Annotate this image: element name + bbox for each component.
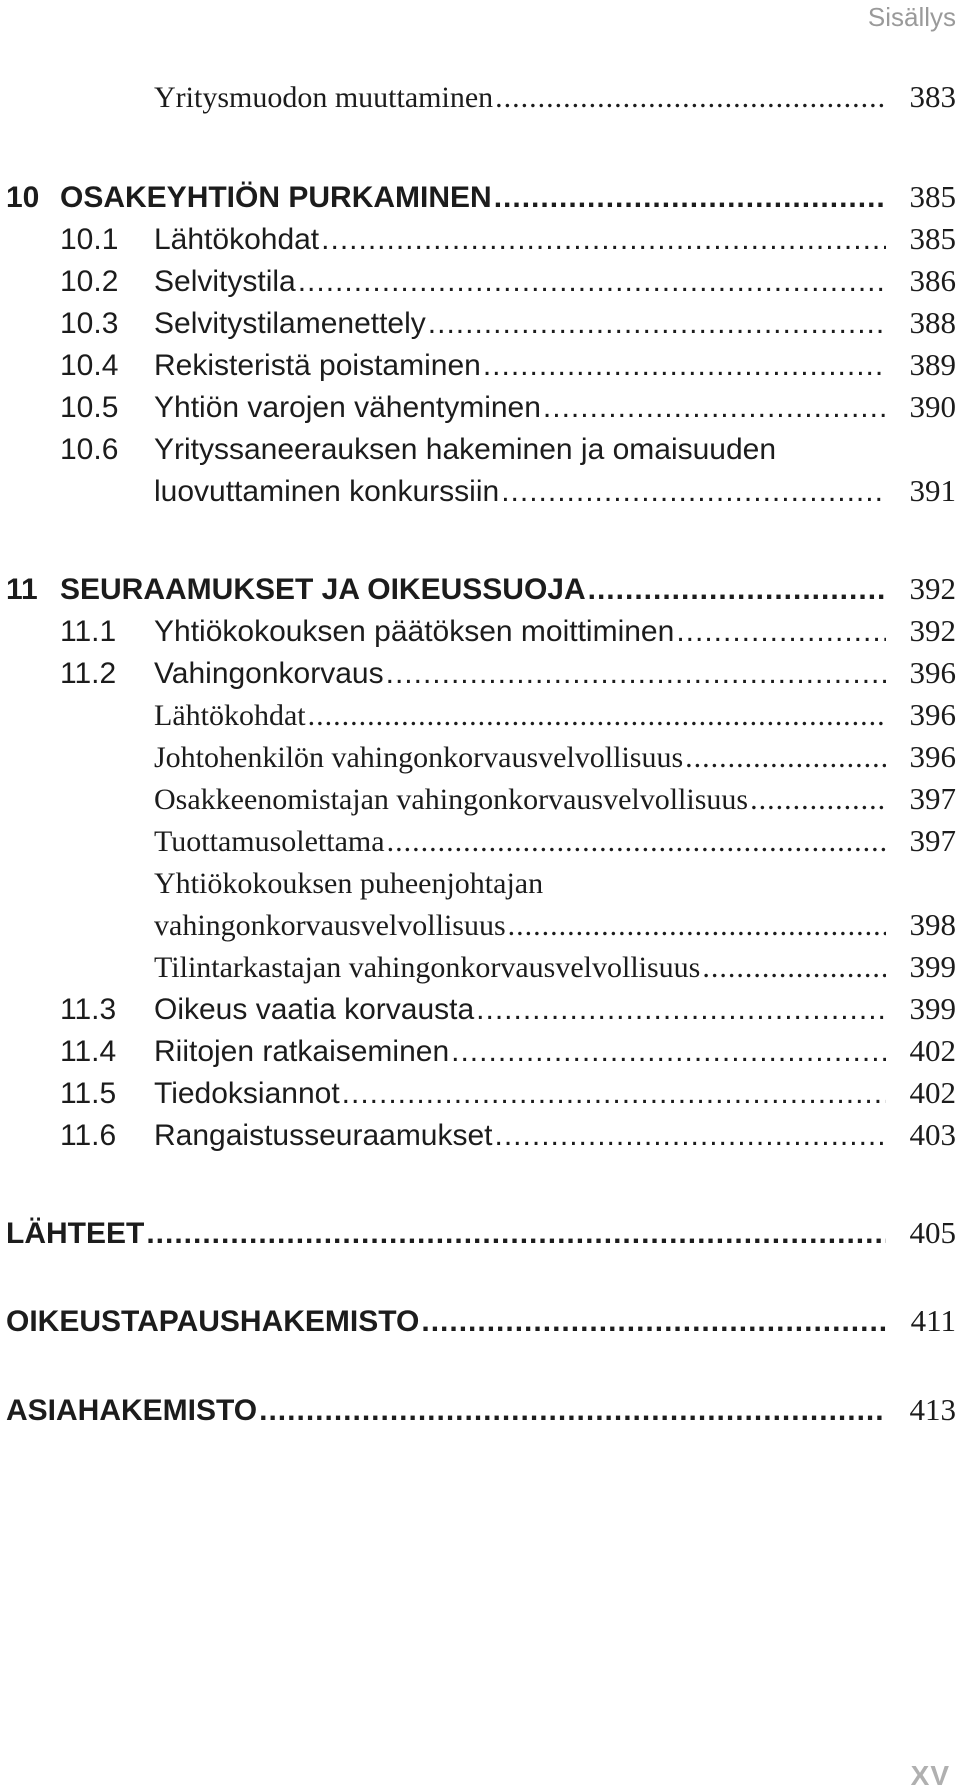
toc-chapter-title: ASIAHAKEMISTO ..... — [6, 1394, 886, 1428]
toc-page-number: 396 — [909, 739, 956, 774]
toc-section-title: Vahingonkorvaus ..... — [154, 657, 886, 691]
toc-section-number: 10.6 — [60, 433, 119, 466]
toc-subsection-title: Osakkeenomistajan vahingonkorvausvelvollisuus ..... — [154, 783, 886, 817]
toc-section-number: 10.1 — [60, 223, 119, 256]
toc-page-number: 385 — [909, 179, 956, 214]
toc-section-title: Oikeus vaatia korvausta ..... — [154, 993, 886, 1027]
toc-chapter-number: 11 — [6, 573, 38, 606]
toc-section-title: Yrityssaneerauksen hakeminen ja omaisuuden — [154, 433, 777, 466]
toc-subsection-continued[interactable] — [0, 909, 960, 949]
toc-subsection[interactable] — [0, 951, 960, 991]
toc-subsection[interactable] — [0, 741, 960, 781]
toc-section-number: 11.5 — [60, 1077, 117, 1110]
toc-section-continued[interactable] — [0, 475, 960, 515]
toc-page-number: 396 — [909, 697, 956, 732]
toc-entry[interactable] — [0, 81, 960, 121]
toc-subsection[interactable] — [0, 783, 960, 823]
toc-section-title: Selvitystilamenettely ..... — [154, 307, 886, 341]
toc-page-number: 386 — [909, 263, 956, 298]
toc-page-number: 390 — [909, 389, 956, 424]
toc-section-title: Tiedoksiannot ..... — [154, 1077, 886, 1111]
toc-section-title: Rangaistusseuraamukset ..... — [154, 1119, 886, 1153]
toc-subsection-title: Tilintarkastajan vahingonkorvausvelvollisuus ..... — [154, 951, 886, 985]
toc-page-number: 388 — [909, 305, 956, 340]
toc-subsection-title: Johtohenkilön vahingonkorvausvelvollisuus ..... — [154, 741, 886, 775]
toc-page-number: 399 — [909, 949, 956, 984]
toc-section-number: 11.2 — [60, 657, 117, 690]
toc-chapter[interactable] — [0, 1394, 960, 1434]
toc-section[interactable] — [0, 657, 960, 697]
toc-page-number: 385 — [909, 221, 956, 256]
toc-entry-title: Yritysmuodon muuttaminen ..... — [154, 81, 886, 115]
toc-section[interactable] — [0, 433, 960, 473]
toc-page-number: 402 — [909, 1033, 956, 1068]
toc-chapter[interactable] — [0, 573, 960, 613]
toc-page-number: 396 — [909, 655, 956, 690]
toc-page-number: 397 — [909, 823, 956, 858]
toc-chapter[interactable] — [0, 1305, 960, 1345]
toc-chapter-title: SEURAAMUKSET JA OIKEUSSUOJA ..... — [60, 573, 886, 607]
toc-section-title: Lähtökohdat ..... — [154, 223, 886, 257]
toc-page-number: 392 — [909, 613, 956, 648]
toc-subsection-title: Lähtökohdat ..... — [154, 699, 886, 733]
toc-chapter-title: OIKEUSTAPAUSHAKEMISTO ..... — [6, 1305, 886, 1339]
toc-chapter-title: OSAKEYHTIÖN PURKAMINEN ..... — [60, 181, 886, 215]
toc-section-title: Yhtiön varojen vähentyminen ..... — [154, 391, 886, 425]
toc-section-number: 11.3 — [60, 993, 117, 1026]
toc-section[interactable] — [0, 391, 960, 431]
toc-section[interactable] — [0, 349, 960, 389]
toc-page-number: 392 — [909, 571, 956, 606]
toc-section-title: Rekisteristä poistaminen ..... — [154, 349, 886, 383]
toc-chapter-title: LÄHTEET ..... — [6, 1217, 886, 1251]
toc-section[interactable] — [0, 1119, 960, 1159]
toc-section[interactable] — [0, 223, 960, 263]
toc-page-number: 399 — [909, 991, 956, 1026]
toc-subsection[interactable] — [0, 867, 960, 907]
toc-chapter[interactable] — [0, 181, 960, 221]
toc-subsection-title: Yhtiökokouksen puheenjohtajan — [154, 867, 544, 900]
toc-page-number: 405 — [909, 1215, 956, 1250]
toc-section[interactable] — [0, 615, 960, 655]
toc-page-number: 397 — [909, 781, 956, 816]
toc-section-number: 10.5 — [60, 391, 119, 424]
toc-page-number: 391 — [909, 473, 956, 508]
toc-page-number: 398 — [909, 907, 956, 942]
toc-section-title: Selvitystila ..... — [154, 265, 886, 299]
toc-chapter-number: 10 — [6, 181, 40, 214]
toc-subsection[interactable] — [0, 699, 960, 739]
toc-section[interactable] — [0, 1077, 960, 1117]
toc-subsection-title: Tuottamusolettama ..... — [154, 825, 886, 859]
toc-section-title: Yhtiökokouksen päätöksen moittiminen ..... — [154, 615, 886, 649]
toc-chapter[interactable] — [0, 1217, 960, 1257]
running-head: Sisällys — [867, 2, 956, 32]
toc-page-number: 402 — [909, 1075, 956, 1110]
toc-section-number: 11.1 — [60, 615, 117, 648]
toc-section[interactable] — [0, 1035, 960, 1075]
toc-section-number: 11.4 — [60, 1035, 117, 1068]
toc-section[interactable] — [0, 993, 960, 1033]
toc-page-number: 411 — [910, 1303, 956, 1338]
toc-section-number: 10.4 — [60, 349, 119, 382]
toc-section[interactable] — [0, 265, 960, 305]
toc-section-title: Riitojen ratkaiseminen ..... — [154, 1035, 886, 1069]
toc-page-number: 383 — [909, 79, 956, 114]
page-folio: XV — [910, 1760, 950, 1791]
toc-subsection-title: vahingonkorvausvelvollisuus ..... — [154, 909, 886, 943]
toc-page-number: 403 — [909, 1117, 956, 1152]
toc-section-title: luovuttaminen konkurssiin ..... — [154, 475, 886, 509]
toc-section[interactable] — [0, 307, 960, 347]
toc-section-number: 10.3 — [60, 307, 119, 340]
toc-section-number: 10.2 — [60, 265, 119, 298]
toc-page-number: 413 — [909, 1392, 956, 1427]
toc-subsection[interactable] — [0, 825, 960, 865]
toc-section-number: 11.6 — [60, 1119, 117, 1152]
toc-page-number: 389 — [909, 347, 956, 382]
